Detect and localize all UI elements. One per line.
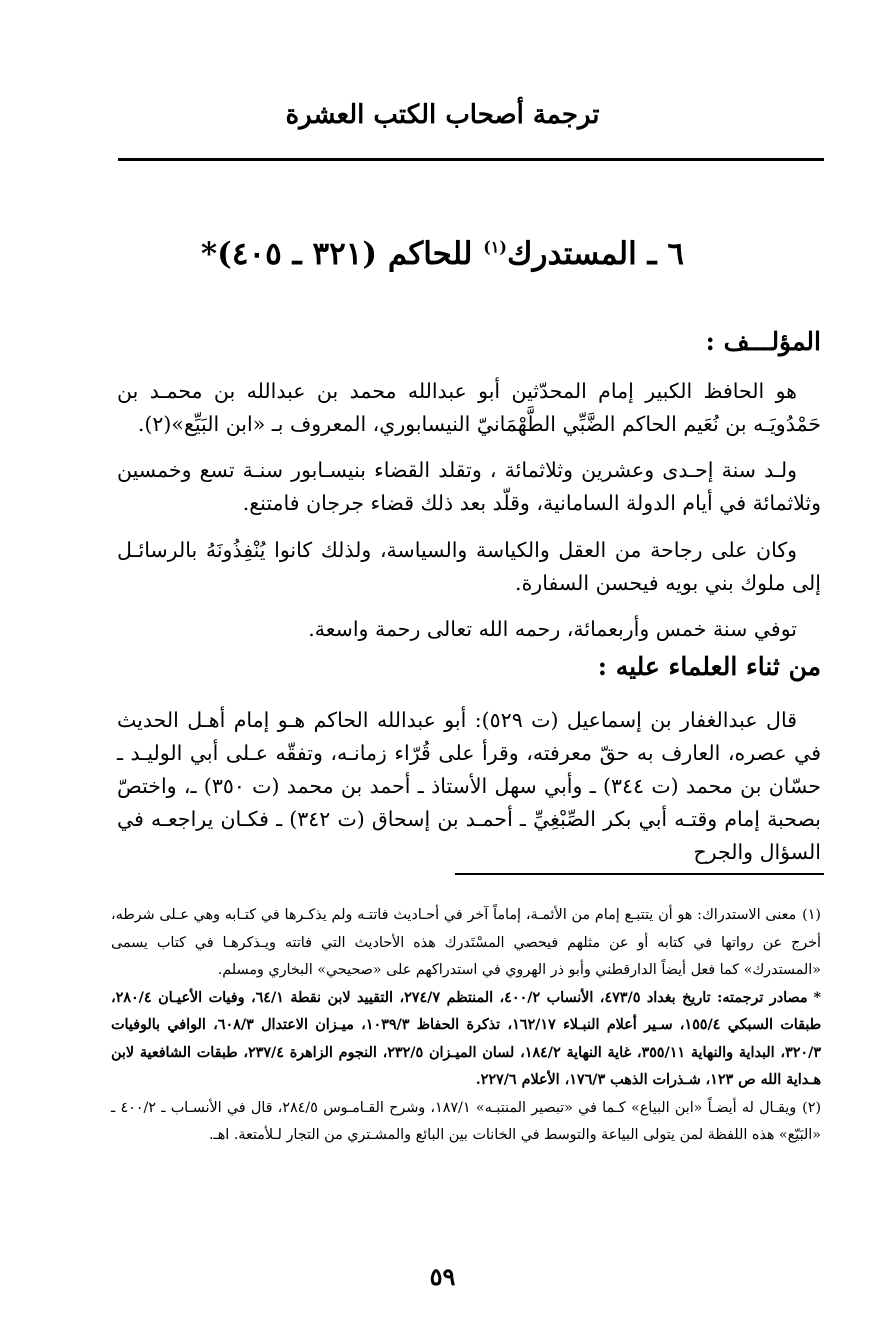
chapter-title-main: ٦ ـ المستدرك — [506, 236, 685, 272]
author-section-heading: المؤلـــف : — [705, 327, 821, 356]
footnote-sources-text: مصادر ترجمته: تاريخ بغداد ٤٧٣/٥، الأنساب ٤٠٠/٢، المنتظم ٢٧٤/٧، التقييد لابن نقطة ٦٤/١، وفيات الأعيـان ٢٨٠/٤، طبقات السبكي ١٥٥/٤، سـير أعلام النبـلاء ١٦٢/١٧، تذكرة الحفاظ ١٠٣٩/٣، ميـزان الاعتدال ٦٠٨/٣، الوافي بالوفيات ٣٢٠/٣، البداية والنهاية ٣٥٥/١١، غاية النهاية ١٨٤/٢، لسان الميـزان ٢٣٢/٥، النجوم الزاهرة ٢٣٧/٤، طبقات الشافعية لابن هـداية الله ص ١٢٣، شـذرات الذهب ١٧٦/٣، الأعلام ٢٢٧/٦. — [111, 989, 822, 1088]
footnote-2-mark: (٢) — [802, 1099, 822, 1116]
praise-section-heading: من ثناء العلماء عليه : — [597, 652, 821, 681]
author-paragraph-4: توفي سنة خمس وأربعمائة، رحمه الله تعالى رحمة واسعة. — [308, 617, 797, 641]
footnote-sources-mark: * — [813, 989, 821, 1006]
running-title: ترجمة أصحاب الكتب العشرة — [285, 100, 600, 130]
header-rule — [118, 158, 824, 161]
author-paragraph-1: هو الحافظ الكبير إمام المحدّثين أبو عبدالله محمد بن عبدالله بن محمـد بن حَمْدُويَـه بن نُعَيم الحاكم الضَّبِّي الطَّهْمَانيّ النيسابوري، المعروف بـ «ابن البَيِّع»(٢). — [117, 379, 821, 436]
author-paragraph-2: ولـد سنة إحـدى وعشرين وثلاثمائة ، وتقلد القضاء بنيسـابور سنـة تسع وخمسين وثلاثمائة في أيام الدولة السامانية، وقلّد بعد ذلك قضاء جرجان فامتنع. — [117, 458, 821, 515]
chapter-title — [0, 236, 885, 272]
footnote-1 — [111, 902, 821, 985]
chapter-title-dates: للحاكم (٣٢١ ـ ٤٠٥)* — [200, 236, 484, 272]
footnotes — [111, 902, 821, 1150]
author-paragraph-3: وكان على رجاحة من العقل والكياسة والسياسة، ولذلك كانوا يُنْفِذُونَهُ بالرسائـل إلى ملوك بني بويه فيحسن السفارة. — [117, 538, 821, 595]
footnote-2 — [111, 1095, 821, 1150]
praise-paragraph: قال عبدالغفار بن إسماعيل (ت ٥٢٩): أبو عبدالله الحاكم هـو إمام أهـل الحديث في عصره، العارف به حقّ معرفته، وقرأ على قُرّاء زمانـه، وتفقّه عـلى أبي الوليـد ـ حسّان بن محمد (ت ٣٤٤) ـ وأبي سهل الأستاذ ـ أحمد بن محمد (ت ٣٥٠) ـ، واختصّ بصحبة إمام وقتـه أبي بكر الصِّبْغِيِّ ـ أحمـد بن إسحاق (ت ٣٤٢) ـ فكـان يراجعـه في السؤال والجرح — [117, 708, 822, 864]
footnote-2-text: ويقـال له أيضـاً «ابن البياع» كـما في «تبصير المنتبـه» ١٨٧/١، وشرح القـامـوس ٢٨٤/٥، قال في الأنسـاب ـ ٤٠٠/٢ ـ «البَيّع» هذه اللفظة لمن يتولى البياعة والتوسط في الخانات بين البائع والمشـتري من التجار لـلأمتعة. اهـ. — [111, 1099, 821, 1143]
footnote-sources — [111, 985, 821, 1095]
page-number: ٥٩ — [429, 1262, 456, 1291]
footnote-separator — [455, 873, 824, 875]
footnote-reference: (١) — [483, 237, 507, 257]
footnote-1-mark: (١) — [802, 907, 821, 923]
footnote-1-text: معنى الاستدراك: هو أن يتتبـع إمام من الأئمـة، إماماً آخر في أحـاديث فاتتـه ولم يذكـرها في كتـابه وهي عـلى شرطه، أخرج عن رواتها في كتابه أو عن مثلهم فيحصي المسْتَدرك هذه الأحاديث التي فاتته ويـذكرهـا في كتاب يسمى «المستدرك» كما فعل أيضاً الدارقطني وأبو ذر الهروي في استدراكهم على «صحيحي» البخاري ومسلم. — [111, 907, 821, 978]
